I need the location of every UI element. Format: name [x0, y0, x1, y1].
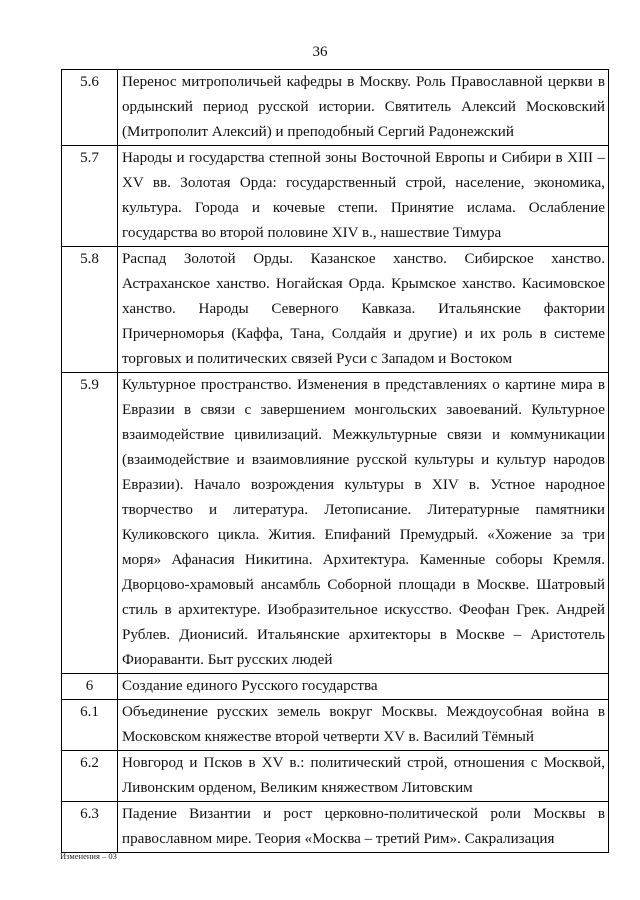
topics-table: [61, 69, 609, 853]
row-number: 5.6: [62, 70, 118, 146]
row-number: 6.2: [62, 751, 118, 802]
row-number: 5.8: [62, 247, 118, 373]
table-row: [62, 146, 609, 247]
table-row: [62, 802, 609, 853]
page-number: 36: [312, 44, 328, 60]
row-number: 5.7: [62, 146, 118, 247]
topics-table-body: [62, 70, 609, 853]
row-number: 5.9: [62, 373, 118, 674]
table-row: [62, 70, 609, 146]
table-row: [62, 674, 609, 700]
row-text: Культурное пространство. Изменения в представлениях о картине мира в Евразии в связи с завершением монгольских завоеваний. Культурное взаимодействие цивилизаций. Межкультурные связи и коммуникации (взаимодействие и взаимовлияние русской культуры и культур народов Евразии). Начало возрождения культуры в XIV в. Устное народное творчество и литература. Летописание. Литературные памятники Куликовского цикла. Жития. Епифаний Премудрый. «Хожение за три моря» Афанасия Никитина. Архитектура. Каменные соборы Кремля. Дворцово-храмовый ансамбль Соборной площади в Москве. Шатровый стиль в архитектуре. Изобразительное искусство. Феофан Грек. Андрей Рублев. Дионисий. Итальянские архитекторы в Москве – Аристотель Фиораванти. Быт русских людей: [118, 373, 609, 674]
row-number: 6: [62, 674, 118, 700]
table-row: [62, 247, 609, 373]
row-text: Создание единого Русского государства: [118, 674, 609, 700]
footer-revision-note: Изменения – 03: [60, 851, 117, 861]
table-row: [62, 373, 609, 674]
table-row: [62, 700, 609, 751]
row-text: Распад Золотой Орды. Казанское ханство. Сибирское ханство. Астраханское ханство. Ногайская Орда. Крымское ханство. Касимовское ханство. Народы Северного Кавказа. Итальянские фактории Причерноморья (Каффа, Тана, Солдайя и другие) и их роль в системе торговых и политических связей Руси с Западом и Востоком: [118, 247, 609, 373]
row-text: Объединение русских земель вокруг Москвы. Междоусобная война в Московском княжестве второй четверти XV в. Василий Тёмный: [118, 700, 609, 751]
row-text: Народы и государства степной зоны Восточной Европы и Сибири в XIII – XV вв. Золотая Орда: государственный строй, население, экономика, культура. Города и кочевые степи. Принятие ислама. Ослабление государства во второй половине XIV в., нашествие Тимура: [118, 146, 609, 247]
row-number: 6.1: [62, 700, 118, 751]
row-text: Падение Византии и рост церковно-политической роли Москвы в православном мире. Теория «Москва – третий Рим». Сакрализация: [118, 802, 609, 853]
row-number: 6.3: [62, 802, 118, 853]
row-text: Новгород и Псков в XV в.: политический строй, отношения с Москвой, Ливонским орденом, Великим княжеством Литовским: [118, 751, 609, 802]
table-row: [62, 751, 609, 802]
row-text: Перенос митрополичьей кафедры в Москву. Роль Православной церкви в ордынский период русской истории. Святитель Алексий Московский (Митрополит Алексий) и преподобный Сергий Радонежский: [118, 70, 609, 146]
